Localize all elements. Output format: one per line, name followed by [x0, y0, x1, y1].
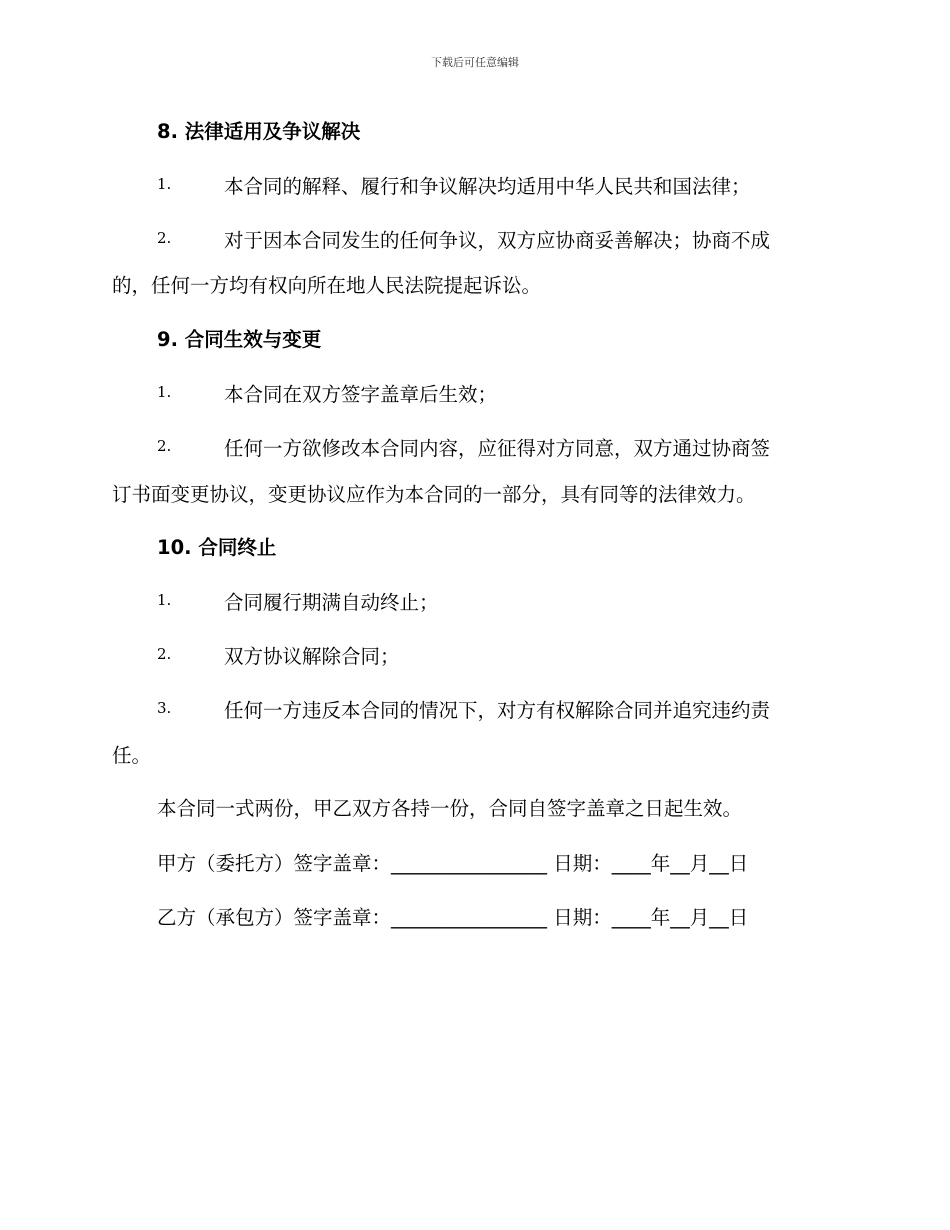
- item-number: 1.: [157, 175, 172, 193]
- section-heading-10: 10. 合同终止: [157, 536, 277, 559]
- section-heading-8: 8. 法律适用及争议解决: [157, 120, 361, 143]
- closing-statement: 本合同一式两份，甲乙双方各持一份，合同自签字盖章之日起生效。: [157, 797, 743, 820]
- item-text-continuation: 订书面变更协议，变更协议应作为本合同的一部分，具有同等的法律效力。: [112, 483, 756, 506]
- item-number: 3.: [157, 699, 172, 717]
- item-text-continuation: 任。: [112, 744, 152, 767]
- item-text-continuation: 的，任何一方均有权向所在地人民法院提起诉讼。: [112, 274, 542, 297]
- party-b-signature-line: 乙方（承包方）签字盖章：________________ 日期：____年__月__日: [157, 906, 749, 929]
- item-text: 任何一方违反本合同的情况下，对方有权解除合同并追究违约责: [224, 699, 771, 722]
- item-number: 2.: [157, 229, 172, 247]
- item-number: 2.: [157, 645, 172, 663]
- item-text: 本合同在双方签字盖章后生效；: [224, 383, 498, 406]
- item-text: 任何一方欲修改本合同内容，应征得对方同意，双方通过协商签: [224, 437, 771, 460]
- item-number: 1.: [157, 591, 172, 609]
- item-text: 合同履行期满自动终止；: [224, 591, 439, 614]
- item-text: 双方协议解除合同；: [224, 645, 400, 668]
- item-number: 2.: [157, 437, 172, 455]
- party-a-signature-line: 甲方（委托方）签字盖章：________________ 日期：____年__月__日: [157, 852, 749, 875]
- section-heading-9: 9. 合同生效与变更: [157, 328, 322, 351]
- page-header: 下载后可任意编辑: [431, 56, 519, 69]
- item-number: 1.: [157, 383, 172, 401]
- item-text: 本合同的解释、履行和争议解决均适用中华人民共和国法律；: [224, 175, 751, 198]
- item-text: 对于因本合同发生的任何争议，双方应协商妥善解决；协商不成: [224, 229, 771, 252]
